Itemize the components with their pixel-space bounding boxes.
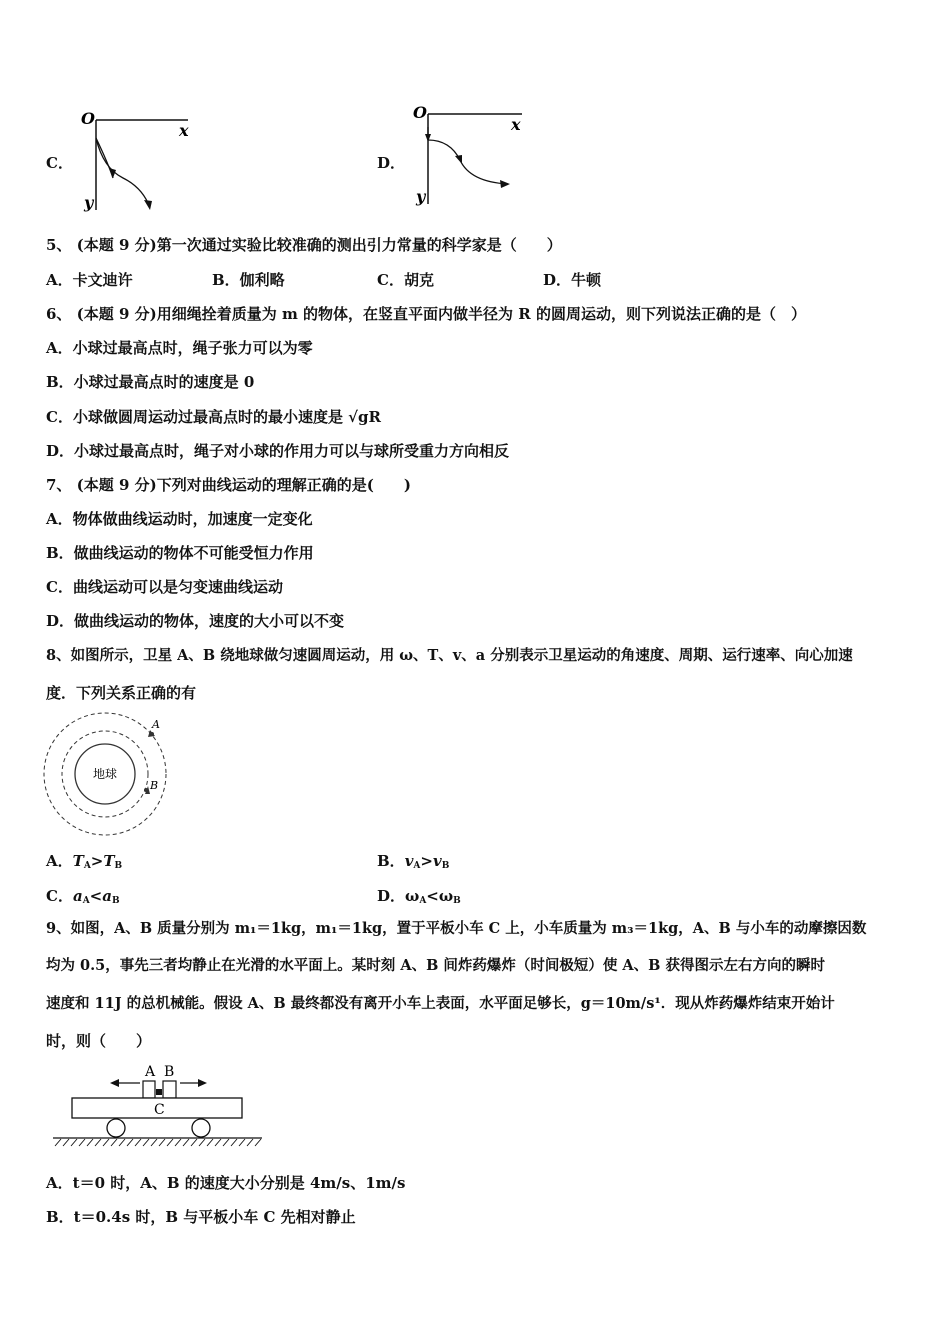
q9-option-a: A．t＝0 时，A、B 的速度大小分别是 4m/s、1m/s (46, 1174, 406, 1192)
q8-option-b: B．$v_A>v_B$ (377, 852, 450, 871)
graph-c-origin: O (81, 109, 95, 128)
satellite-a-label: A (152, 718, 160, 731)
q8-option-c: C．$a_A<a_B$ (46, 887, 120, 906)
option-c-label: C． (46, 154, 73, 172)
q7-stem: 7、 (本题 9 分)下列对曲线运动的理解正确的是( ) (46, 476, 411, 494)
q9-line4: 时，则（ ） (46, 1032, 152, 1050)
option-d-label: D． (377, 154, 406, 172)
cart-c-label: C (154, 1102, 165, 1118)
q6-option-a: A．小球过最高点时，绳子张力可以为零 (46, 339, 313, 357)
q5-option-b: B．伽利略 (212, 271, 285, 289)
satellite-b-label: B (150, 779, 159, 792)
q9-option-b: B．t＝0.4s 时，B 与平板小车 C 先相对静止 (46, 1208, 356, 1226)
q7-option-b: B．做曲线运动的物体不可能受恒力作用 (46, 544, 314, 562)
orbit-diagram (42, 712, 172, 837)
q8-option-d: D．$\omega_A<\omega_B$ (377, 887, 461, 906)
graph-d-origin: O (413, 103, 427, 122)
q5-option-a: A．卡文迪许 (46, 271, 133, 289)
q8-stem-line2: 度．下列关系正确的有 (46, 684, 197, 702)
graph-c (78, 108, 198, 218)
q5-option-c: C．胡克 (377, 271, 434, 289)
q9-line2: 均为 0.5，事先三者均静止在光滑的水平面上。某时刻 A、B 间炸药爆炸（时间极短）使 A、B 获得图示左右方向的瞬时 (46, 957, 825, 974)
q6-option-c: C．小球做圆周运动过最高点时的最小速度是 √gR (46, 408, 381, 426)
q6-stem: 6、 (本题 9 分)用细绳拴着质量为 m 的物体，在竖直平面内做半径为 R 的圆周运动，则下列说法正确的是（ ） (46, 305, 806, 323)
q6-option-b: B．小球过最高点时的速度是 0 (46, 373, 255, 391)
earth-label: 地球 (92, 767, 118, 781)
q9-line3: 速度和 11J 的总机械能。假设 A、B 最终都没有离开小车上表面，水平面足够长，g＝10m/s¹．现从炸药爆炸结束开始计 (46, 995, 835, 1012)
graph-c-y: y (84, 193, 94, 212)
graph-c-x: x (179, 121, 189, 140)
block-a-label: A (145, 1064, 156, 1080)
q8-option-a: A．$T_A>T_B$ (46, 852, 123, 871)
q8-stem-line1: 8、如图所示，卫星 A、B 绕地球做匀速圆周运动，用 ω、T、v、a 分别表示卫星运动的角速度、周期、运行速率、向心加速 (46, 647, 853, 664)
q5-option-d: D．牛顿 (543, 271, 602, 289)
graph-d-x: x (511, 115, 521, 134)
graph-d-y: y (416, 187, 426, 206)
q7-option-c: C．曲线运动可以是匀变速曲线运动 (46, 578, 283, 596)
graph-d (410, 102, 530, 212)
q7-option-a: A．物体做曲线运动时，加速度一定变化 (46, 510, 313, 528)
q5-stem: 5、 (本题 9 分)第一次通过实验比较准确的测出引力常量的科学家是（ ） (46, 236, 562, 254)
q9-line1: 9、如图，A、B 质量分别为 m₁＝1kg，m₁＝1kg，置于平板小车 C 上，小车质量为 m₃＝1kg，A、B 与小车的动摩擦因数 (46, 920, 867, 937)
block-b-label: B (164, 1064, 175, 1080)
q7-option-d: D．做曲线运动的物体，速度的大小可以不变 (46, 612, 345, 630)
q6-option-d: D．小球过最高点时，绳子对小球的作用力可以与球所受重力方向相反 (46, 442, 510, 460)
cart-diagram (50, 1062, 270, 1154)
